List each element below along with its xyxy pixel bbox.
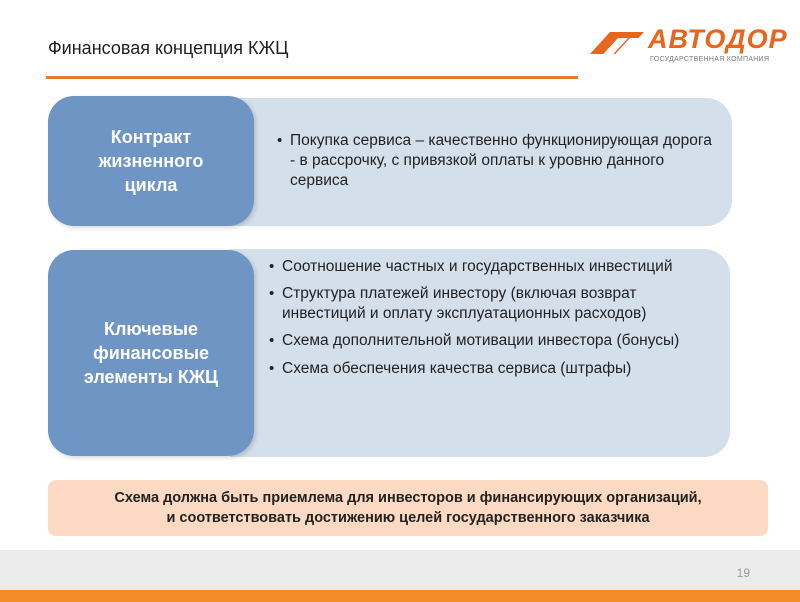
bullet-dot: • — [269, 285, 275, 303]
bullet-dot: • — [269, 359, 275, 377]
bullet-dot: • — [269, 332, 275, 350]
title-underline — [46, 76, 578, 79]
lifecycle-contract-label — [48, 96, 254, 226]
company-logo-subtitle: ГОСУДАРСТВЕННАЯ КОМПАНИЯ — [650, 56, 770, 63]
bullet-dot: • — [277, 132, 283, 149]
footer-band — [0, 550, 800, 590]
list-item: • Покупка сервиса – качественно функционирующая дорога - в рассрочку, с привязкой оплаты к уровню данного сервиса — [277, 132, 712, 190]
list-item: • Схема обеспечения качества сервиса (штрафы) — [269, 359, 632, 377]
company-logo-text: АВТОДОР — [648, 24, 788, 54]
bullet-dot: • — [269, 258, 275, 275]
footer-accent-bar — [0, 590, 800, 602]
lifecycle-contract-label-text: Контракт жизненного цикла — [98, 126, 204, 196]
list-item: • Структура платежей инвестору (включая возврат инвестиций и оплату эксплуатационных расходов) — [269, 285, 647, 323]
slide-title: Финансовая концепция КЖЦ — [48, 38, 289, 58]
conclusion-note: Схема должна быть приемлема для инвесторов и финансирующих организаций, и соответствовать достижению целей государственного заказчика — [48, 480, 768, 536]
list-item: • Соотношение частных и государственных инвестиций — [269, 258, 673, 275]
key-elements-label-text: Ключевые финансовые элементы КЖЦ — [83, 318, 219, 388]
page-number: 19 — [736, 566, 750, 580]
list-item: • Схема дополнительной мотивации инвестора (бонусы) — [269, 332, 680, 350]
lifecycle-contract-bullets — [276, 131, 716, 198]
key-elements-bullets — [268, 257, 708, 386]
key-elements-label — [48, 250, 254, 456]
